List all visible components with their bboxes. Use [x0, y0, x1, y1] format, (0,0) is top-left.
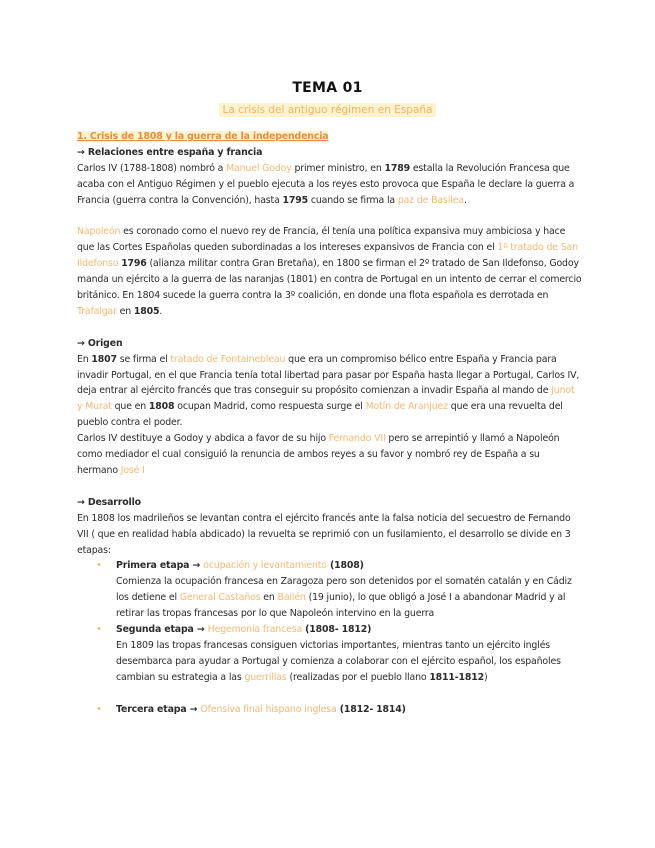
spacer — [77, 479, 582, 495]
etapa-1-heading: Primera etapa → ocupación y levantamiento (1808) — [116, 560, 364, 572]
spacer — [77, 209, 582, 225]
list-item-etapa-1 — [77, 558, 582, 622]
section-heading: 1. Crisis de 1808 y la guerra de la independencia — [77, 131, 329, 142]
bullet-icon: • — [96, 624, 102, 636]
bullet-icon: • — [96, 560, 102, 572]
etapa-3-heading: Tercera etapa → Ofensiva final hispano inglesa (1812- 1814) — [116, 703, 406, 715]
paragraph-desarrollo-intro: En 1808 los madrileños se levantan contra el ejército francés ante la falsa noticia del secuestro de Fernando VII ( que en realidad había abdicado) la revuelta se reprimió con un fusilamiento, el desarrollo se divide en 3 etapas: — [77, 512, 571, 556]
list-item-etapa-3 — [77, 702, 582, 718]
paragraph-relaciones-1: Carlos IV (1788-1808) nombró a Manuel Godoy primer ministro, en 1789 estalla la Revolución Francesa que acaba con el Antiguo Régimen y el pueblo ejecuta a los reyes esto provoca que España le declare la guerra a Francia (guerra contra la Convención), hasta 1795 cuando se firma la paz de Basilea. — [77, 162, 575, 206]
subtitle-wrap — [0, 98, 655, 117]
document-body — [77, 129, 582, 717]
heading-origen: → Origen — [77, 337, 123, 349]
heading-desarrollo: → Desarrollo — [77, 496, 141, 508]
heading-relaciones: → Relaciones entre españa y francia — [77, 146, 263, 158]
etapa-2-text: En 1809 las tropas francesas consiguen victorias importantes, mientras tanto un ejército inglés desembarca para ayudar a Portugal y comienza a colaborar con el ejército español, los españoles cambian su estrategia a las guerrillas (realizadas por el pueblo llano 1811-1812) — [116, 639, 561, 683]
paragraph-relaciones-2: Napoleón es coronado como el nuevo rey de Francia, él tenía una política expansiva muy ambiciosa y hace que las Cortes Españolas queden subordinadas a los intereses expansivos de Francia con el 1º tratado de San Ildefonso 1796 (alianza militar contra Gran Bretaña), en 1800 se firman el 2º tratado de San Ildefonso, Godoy manda un ejército a la guerra de las naranjas (1801) en contra de Portugal en un intento de cerrar el comercio británico. En 1804 sucede la guerra contra la 3º coalición, en donde una flota española es derrotada en Trafalgar en 1805. — [77, 226, 582, 317]
spacer — [77, 320, 582, 336]
etapa-2-heading: Segunda etapa → Hegemonía francesa (1808- 1812) — [116, 624, 372, 636]
bullet-icon: • — [96, 703, 102, 715]
etapa-1-text: Comienza la ocupación francesa en Zaragoza pero son detenidos por el somatén catalán y en Cádiz los detiene el General Castaños en Bailén (19 junio), lo que obligó a José I a abandonar Madrid y al retirar las tropas francesas por lo que Napoleón intervino en la guerra — [116, 576, 572, 620]
spacer — [77, 686, 582, 702]
page-title: TEMA 01 — [292, 80, 363, 96]
paragraph-origen-1: En 1807 se firma el tratado de Fontainebleau que era un compromiso bélico entre España y Francia para invadir Portugal, en el que Francia tenía total libertad para pasar por España hasta llegar a Portugal, Carlos IV, deja entrar al ejército francés que tras conseguir su propósito comienzan a invadir España al mando de Junot y Murat que en 1808 ocupan Madrid, como respuesta surge el Motín de Aranjuez que era una revuelta del pueblo contra el poder. — [77, 353, 580, 429]
page-subtitle: La crisis del antiguo régimen en España — [219, 103, 437, 117]
list-item-etapa-2 — [77, 622, 582, 686]
paragraph-origen-2: Carlos IV destituye a Godoy y abdica a favor de su hijo Fernando VII pero se arrepintió y llamó a Napoleón como mediador el cual consiguió la renuncia de ambos reyes a su favor y nombró rey de España a su hermano José I — [77, 433, 560, 476]
